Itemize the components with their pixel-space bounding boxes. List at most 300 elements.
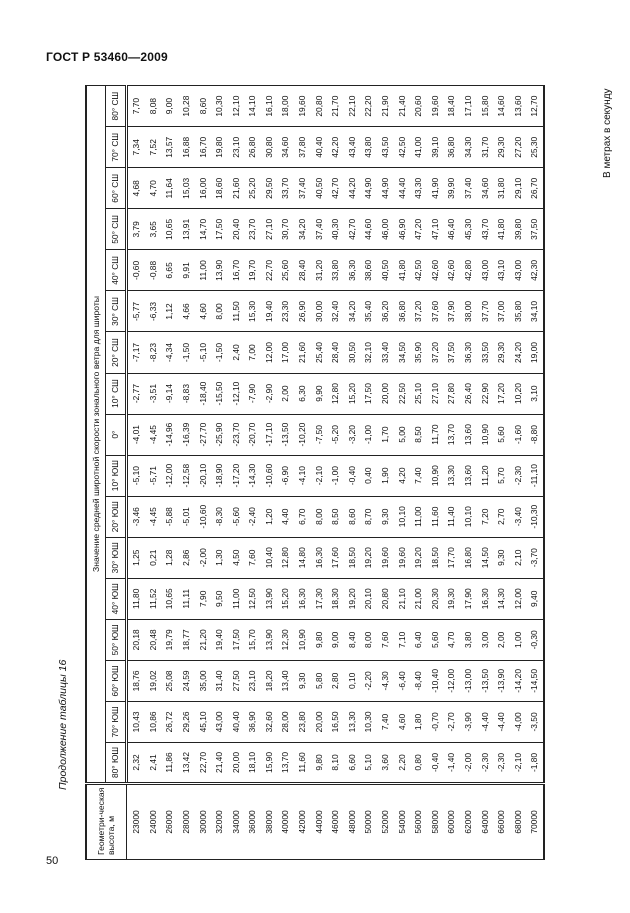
value-cell: 25,40 bbox=[311, 332, 328, 373]
value-cell: 10,86 bbox=[145, 701, 162, 742]
value-cell: 15,90 bbox=[261, 742, 278, 783]
value-cell: 2,32 bbox=[127, 742, 145, 783]
table-row bbox=[294, 86, 311, 860]
value-cell: 22,50 bbox=[394, 373, 411, 414]
value-cell: 37,00 bbox=[493, 291, 510, 332]
height-cell: 42000 bbox=[294, 784, 311, 860]
value-cell: 44,90 bbox=[377, 168, 394, 209]
value-cell: 1,20 bbox=[261, 496, 278, 537]
value-cell: -2,90 bbox=[261, 373, 278, 414]
value-cell: 43,00 bbox=[510, 250, 527, 291]
value-cell: 47,20 bbox=[410, 209, 427, 250]
value-cell: -13,90 bbox=[493, 660, 510, 701]
table-row bbox=[161, 86, 178, 860]
value-cell: 10,30 bbox=[211, 86, 228, 127]
table-row bbox=[244, 86, 261, 860]
value-cell: 5,60 bbox=[427, 619, 444, 660]
value-cell: -1,50 bbox=[211, 332, 228, 373]
value-cell: -0,40 bbox=[427, 742, 444, 783]
value-cell: 10,30 bbox=[360, 701, 377, 742]
value-cell: 21,40 bbox=[394, 86, 411, 127]
value-cell: 12,50 bbox=[244, 578, 261, 619]
value-cell: 14,80 bbox=[294, 537, 311, 578]
value-cell: 13,91 bbox=[178, 209, 195, 250]
value-cell: -2,30 bbox=[510, 455, 527, 496]
value-cell: -10,30 bbox=[526, 496, 544, 537]
value-cell: -1,80 bbox=[526, 742, 544, 783]
table-row bbox=[493, 86, 510, 860]
value-cell: 37,60 bbox=[427, 291, 444, 332]
value-cell: 14,50 bbox=[477, 537, 494, 578]
value-cell: 21,20 bbox=[194, 619, 211, 660]
value-cell: 9,80 bbox=[311, 619, 328, 660]
value-cell: 0,10 bbox=[344, 660, 361, 701]
value-cell: 33,80 bbox=[327, 250, 344, 291]
value-cell: 10,90 bbox=[294, 619, 311, 660]
value-cell: 2,10 bbox=[510, 537, 527, 578]
value-cell: 45,30 bbox=[460, 209, 477, 250]
value-cell: 41,00 bbox=[410, 127, 427, 168]
value-cell: 20,40 bbox=[228, 209, 245, 250]
column-header-row bbox=[106, 86, 127, 860]
height-cell: 50000 bbox=[360, 784, 377, 860]
value-cell: 8,50 bbox=[410, 414, 427, 455]
value-cell: 9,00 bbox=[327, 619, 344, 660]
value-cell: -0,60 bbox=[127, 250, 145, 291]
value-cell: 12,80 bbox=[327, 373, 344, 414]
value-cell: 17,70 bbox=[443, 537, 460, 578]
column-header: 20° СШ bbox=[106, 332, 127, 373]
column-header: 10° СШ bbox=[106, 373, 127, 414]
value-cell: 26,40 bbox=[460, 373, 477, 414]
value-cell: 21,60 bbox=[294, 332, 311, 373]
value-cell: 41,80 bbox=[493, 209, 510, 250]
value-cell: 19,20 bbox=[360, 537, 377, 578]
value-cell: 46,00 bbox=[377, 209, 394, 250]
value-cell: 22,20 bbox=[360, 86, 377, 127]
value-cell: 8,70 bbox=[360, 496, 377, 537]
value-cell: 17,50 bbox=[360, 373, 377, 414]
height-cell: 36000 bbox=[244, 784, 261, 860]
value-cell: 44,90 bbox=[360, 168, 377, 209]
column-header: 80° ЮШ bbox=[106, 742, 127, 783]
value-cell: 8,50 bbox=[327, 496, 344, 537]
value-cell: 2,40 bbox=[228, 332, 245, 373]
value-cell: -23,70 bbox=[228, 414, 245, 455]
value-cell: 19,00 bbox=[526, 332, 544, 373]
value-cell: 1,28 bbox=[161, 537, 178, 578]
value-cell: 27,50 bbox=[228, 660, 245, 701]
value-cell: 37,40 bbox=[294, 168, 311, 209]
value-cell: 38,60 bbox=[360, 250, 377, 291]
height-cell: 62000 bbox=[460, 784, 477, 860]
value-cell: 20,10 bbox=[360, 578, 377, 619]
value-cell: 43,40 bbox=[344, 127, 361, 168]
value-cell: 10,28 bbox=[178, 86, 195, 127]
value-cell: 4,20 bbox=[394, 455, 411, 496]
height-column-header: Геометри-ческая высота, м bbox=[86, 784, 127, 860]
value-cell: -2,10 bbox=[510, 742, 527, 783]
value-cell: 0,80 bbox=[410, 742, 427, 783]
value-cell: 16,80 bbox=[460, 537, 477, 578]
value-cell: 37,90 bbox=[443, 291, 460, 332]
wind-speed-table-wrapper bbox=[85, 85, 545, 860]
value-cell: 7,40 bbox=[410, 455, 427, 496]
value-cell: 31,80 bbox=[493, 168, 510, 209]
value-cell: 16,30 bbox=[294, 578, 311, 619]
value-cell: -12,00 bbox=[443, 660, 460, 701]
value-cell: -2,30 bbox=[493, 742, 510, 783]
column-header: 40° ЮШ bbox=[106, 578, 127, 619]
value-cell: 26,90 bbox=[294, 291, 311, 332]
value-cell: 40,40 bbox=[228, 701, 245, 742]
value-cell: 13,30 bbox=[344, 701, 361, 742]
value-cell: 19,20 bbox=[344, 578, 361, 619]
value-cell: -4,00 bbox=[510, 701, 527, 742]
value-cell: 2,20 bbox=[394, 742, 411, 783]
value-cell: -1,60 bbox=[510, 414, 527, 455]
value-cell: 13,90 bbox=[261, 578, 278, 619]
value-cell: 4,70 bbox=[145, 168, 162, 209]
value-cell: 8,10 bbox=[327, 742, 344, 783]
table-row bbox=[178, 86, 195, 860]
value-cell: 3,10 bbox=[526, 373, 544, 414]
value-cell: 20,30 bbox=[427, 578, 444, 619]
value-cell: 19,30 bbox=[443, 578, 460, 619]
value-cell: 13,57 bbox=[161, 127, 178, 168]
value-cell: 4,70 bbox=[443, 619, 460, 660]
value-cell: 33,50 bbox=[477, 332, 494, 373]
value-cell: 30,50 bbox=[344, 332, 361, 373]
value-cell: 17,00 bbox=[277, 332, 294, 373]
value-cell: -4,40 bbox=[477, 701, 494, 742]
value-cell: 25,10 bbox=[410, 373, 427, 414]
table-row bbox=[311, 86, 328, 860]
value-cell: -2,30 bbox=[477, 742, 494, 783]
page-number: 50 bbox=[46, 855, 59, 867]
value-cell: 29,10 bbox=[510, 168, 527, 209]
value-cell: -4,45 bbox=[145, 496, 162, 537]
value-cell: 10,65 bbox=[161, 209, 178, 250]
table-row bbox=[145, 86, 162, 860]
value-cell: -3,40 bbox=[510, 496, 527, 537]
value-cell: -5,01 bbox=[178, 496, 195, 537]
value-cell: 36,80 bbox=[394, 291, 411, 332]
value-cell: 37,50 bbox=[526, 209, 544, 250]
value-cell: -1,00 bbox=[360, 414, 377, 455]
value-cell: 35,40 bbox=[360, 291, 377, 332]
value-cell: -16,39 bbox=[178, 414, 195, 455]
value-cell: 36,80 bbox=[443, 127, 460, 168]
height-cell: 44000 bbox=[311, 784, 328, 860]
value-cell: 42,30 bbox=[526, 250, 544, 291]
value-cell: 38,00 bbox=[460, 291, 477, 332]
value-cell: -3,50 bbox=[526, 701, 544, 742]
column-header: 30° СШ bbox=[106, 291, 127, 332]
table-row bbox=[261, 86, 278, 860]
value-cell: 2,00 bbox=[277, 373, 294, 414]
latitude-group-header: Значение средней широтной скорости зонального ветра для широты bbox=[86, 86, 106, 784]
value-cell: 14,60 bbox=[493, 86, 510, 127]
value-cell: 34,10 bbox=[526, 291, 544, 332]
value-cell: -6,40 bbox=[394, 660, 411, 701]
value-cell: -3,20 bbox=[344, 414, 361, 455]
value-cell: 23,10 bbox=[244, 660, 261, 701]
value-cell: 31,20 bbox=[311, 250, 328, 291]
value-cell: 9,30 bbox=[294, 660, 311, 701]
value-cell: -5,88 bbox=[161, 496, 178, 537]
column-header: 0° bbox=[106, 414, 127, 455]
value-cell: 7,60 bbox=[377, 619, 394, 660]
value-cell: 0,21 bbox=[145, 537, 162, 578]
table-row bbox=[443, 86, 460, 860]
value-cell: 41,80 bbox=[394, 250, 411, 291]
value-cell: 25,08 bbox=[161, 660, 178, 701]
column-header: 50° СШ bbox=[106, 209, 127, 250]
table-body bbox=[127, 86, 545, 860]
value-cell: 11,60 bbox=[427, 496, 444, 537]
value-cell: -10,60 bbox=[194, 496, 211, 537]
value-cell: 4,50 bbox=[228, 537, 245, 578]
value-cell: -4,01 bbox=[127, 414, 145, 455]
value-cell: -6,90 bbox=[277, 455, 294, 496]
value-cell: -4,40 bbox=[493, 701, 510, 742]
value-cell: 18,40 bbox=[443, 86, 460, 127]
value-cell: 23,70 bbox=[244, 209, 261, 250]
height-cell: 60000 bbox=[443, 784, 460, 860]
value-cell: 11,86 bbox=[161, 742, 178, 783]
height-cell: 54000 bbox=[394, 784, 411, 860]
value-cell: 4,66 bbox=[178, 291, 195, 332]
value-cell: 10,90 bbox=[427, 455, 444, 496]
value-cell: 9,30 bbox=[377, 496, 394, 537]
value-cell: 43,30 bbox=[410, 168, 427, 209]
value-cell: 7,40 bbox=[377, 701, 394, 742]
value-cell: 43,50 bbox=[377, 127, 394, 168]
value-cell: 14,10 bbox=[244, 86, 261, 127]
value-cell: -7,50 bbox=[311, 414, 328, 455]
value-cell: 18,10 bbox=[244, 742, 261, 783]
value-cell: -13,00 bbox=[460, 660, 477, 701]
column-header: 60° СШ bbox=[106, 168, 127, 209]
value-cell: 16,70 bbox=[228, 250, 245, 291]
value-cell: 34,20 bbox=[294, 209, 311, 250]
value-cell: -1,40 bbox=[443, 742, 460, 783]
value-cell: -12,00 bbox=[161, 455, 178, 496]
height-cell: 48000 bbox=[344, 784, 361, 860]
value-cell: -2,00 bbox=[460, 742, 477, 783]
value-cell: 29,30 bbox=[493, 127, 510, 168]
value-cell: -7,90 bbox=[244, 373, 261, 414]
value-cell: 15,80 bbox=[477, 86, 494, 127]
value-cell: 40,50 bbox=[311, 168, 328, 209]
value-cell: 22,70 bbox=[194, 742, 211, 783]
table-row bbox=[460, 86, 477, 860]
value-cell: 6,60 bbox=[344, 742, 361, 783]
value-cell: 19,79 bbox=[161, 619, 178, 660]
value-cell: 30,80 bbox=[261, 127, 278, 168]
value-cell: 25,20 bbox=[244, 168, 261, 209]
value-cell: -8,83 bbox=[178, 373, 195, 414]
value-cell: 44,60 bbox=[360, 209, 377, 250]
value-cell: 5,80 bbox=[311, 660, 328, 701]
value-cell: 36,30 bbox=[344, 250, 361, 291]
value-cell: 22,90 bbox=[477, 373, 494, 414]
value-cell: 35,90 bbox=[410, 332, 427, 373]
value-cell: 18,50 bbox=[344, 537, 361, 578]
value-cell: 13,90 bbox=[261, 619, 278, 660]
value-cell: 2,00 bbox=[493, 619, 510, 660]
value-cell: 8,00 bbox=[211, 291, 228, 332]
value-cell: 18,00 bbox=[277, 86, 294, 127]
value-cell: 30,00 bbox=[311, 291, 328, 332]
value-cell: 3,00 bbox=[477, 619, 494, 660]
value-cell: -27,70 bbox=[194, 414, 211, 455]
table-row bbox=[526, 86, 544, 860]
table-row bbox=[427, 86, 444, 860]
value-cell: 31,70 bbox=[477, 127, 494, 168]
value-cell: 17,50 bbox=[228, 619, 245, 660]
value-cell: 5,00 bbox=[394, 414, 411, 455]
height-cell: 40000 bbox=[277, 784, 294, 860]
value-cell: 17,60 bbox=[327, 537, 344, 578]
table-row bbox=[410, 86, 427, 860]
column-header: 60° ЮШ bbox=[106, 660, 127, 701]
value-cell: 32,40 bbox=[327, 291, 344, 332]
value-cell: 3,80 bbox=[460, 619, 477, 660]
value-cell: 1,25 bbox=[127, 537, 145, 578]
value-cell: 20,18 bbox=[127, 619, 145, 660]
value-cell: 36,90 bbox=[244, 701, 261, 742]
value-cell: -4,34 bbox=[161, 332, 178, 373]
value-cell: 17,30 bbox=[311, 578, 328, 619]
units-caption: В метрах в секунду bbox=[602, 88, 613, 178]
value-cell: 19,40 bbox=[211, 619, 228, 660]
value-cell: 8,00 bbox=[360, 619, 377, 660]
value-cell: 4,60 bbox=[394, 701, 411, 742]
value-cell: 11,80 bbox=[127, 578, 145, 619]
value-cell: 18,50 bbox=[427, 537, 444, 578]
column-header: 30° ЮШ bbox=[106, 537, 127, 578]
value-cell: -7,17 bbox=[127, 332, 145, 373]
value-cell: 21,90 bbox=[377, 86, 394, 127]
value-cell: 26,80 bbox=[244, 127, 261, 168]
value-cell: 15,03 bbox=[178, 168, 195, 209]
table-row bbox=[360, 86, 377, 860]
table-continuation-caption: Продолжение таблицы 16 bbox=[57, 659, 69, 790]
value-cell: 9,30 bbox=[493, 537, 510, 578]
value-cell: 7,20 bbox=[477, 496, 494, 537]
value-cell: -2,00 bbox=[194, 537, 211, 578]
value-cell: 28,00 bbox=[277, 701, 294, 742]
value-cell: 31,40 bbox=[211, 660, 228, 701]
table-row bbox=[327, 86, 344, 860]
value-cell: 27,10 bbox=[261, 209, 278, 250]
value-cell: 29,26 bbox=[178, 701, 195, 742]
value-cell: -20,10 bbox=[194, 455, 211, 496]
value-cell: 5,70 bbox=[493, 455, 510, 496]
value-cell: -14,30 bbox=[244, 455, 261, 496]
value-cell: 16,30 bbox=[311, 537, 328, 578]
standard-header: ГОСТ Р 53460—2009 bbox=[46, 50, 168, 64]
height-cell: 70000 bbox=[526, 784, 544, 860]
value-cell: 19,40 bbox=[261, 291, 278, 332]
value-cell: 23,30 bbox=[277, 291, 294, 332]
height-cell: 38000 bbox=[261, 784, 278, 860]
column-header: 10° ЮШ bbox=[106, 455, 127, 496]
height-cell: 26000 bbox=[161, 784, 178, 860]
value-cell: -2,10 bbox=[311, 455, 328, 496]
value-cell: 8,60 bbox=[344, 496, 361, 537]
value-cell: 2,41 bbox=[145, 742, 162, 783]
value-cell: 1,70 bbox=[377, 414, 394, 455]
value-cell: 8,00 bbox=[311, 496, 328, 537]
value-cell: 16,88 bbox=[178, 127, 195, 168]
value-cell: 7,90 bbox=[194, 578, 211, 619]
column-header: 20° ЮШ bbox=[106, 496, 127, 537]
value-cell: 44,20 bbox=[344, 168, 361, 209]
value-cell: 20,60 bbox=[410, 86, 427, 127]
value-cell: 1,30 bbox=[211, 537, 228, 578]
value-cell: 37,40 bbox=[460, 168, 477, 209]
table-row bbox=[228, 86, 245, 860]
value-cell: 15,30 bbox=[244, 291, 261, 332]
value-cell: 13,70 bbox=[277, 742, 294, 783]
value-cell: 45,10 bbox=[194, 701, 211, 742]
value-cell: 20,00 bbox=[228, 742, 245, 783]
value-cell: 2,86 bbox=[178, 537, 195, 578]
value-cell: -8,40 bbox=[410, 660, 427, 701]
value-cell: 18,76 bbox=[127, 660, 145, 701]
value-cell: -10,40 bbox=[427, 660, 444, 701]
value-cell: 11,64 bbox=[161, 168, 178, 209]
value-cell: 8,08 bbox=[145, 86, 162, 127]
value-cell: 43,00 bbox=[477, 250, 494, 291]
value-cell: 42,50 bbox=[394, 127, 411, 168]
value-cell: 9,50 bbox=[211, 578, 228, 619]
value-cell: 19,60 bbox=[294, 86, 311, 127]
value-cell: 20,00 bbox=[311, 701, 328, 742]
value-cell: 37,70 bbox=[477, 291, 494, 332]
value-cell: 12,70 bbox=[526, 86, 544, 127]
value-cell: 22,70 bbox=[261, 250, 278, 291]
column-header: 70° СШ bbox=[106, 127, 127, 168]
height-cell: 58000 bbox=[427, 784, 444, 860]
value-cell: 42,60 bbox=[427, 250, 444, 291]
value-cell: 19,60 bbox=[377, 537, 394, 578]
value-cell: 21,70 bbox=[327, 86, 344, 127]
value-cell: -2,70 bbox=[443, 701, 460, 742]
height-cell: 32000 bbox=[211, 784, 228, 860]
height-cell: 56000 bbox=[410, 784, 427, 860]
value-cell: 13,42 bbox=[178, 742, 195, 783]
value-cell: 28,40 bbox=[327, 332, 344, 373]
value-cell: 16,50 bbox=[327, 701, 344, 742]
value-cell: 12,10 bbox=[228, 86, 245, 127]
value-cell: 34,50 bbox=[394, 332, 411, 373]
value-cell: -5,20 bbox=[327, 414, 344, 455]
value-cell: -3,70 bbox=[526, 537, 544, 578]
value-cell: -17,20 bbox=[228, 455, 245, 496]
value-cell: 21,60 bbox=[228, 168, 245, 209]
value-cell: 11,00 bbox=[194, 250, 211, 291]
value-cell: 15,20 bbox=[344, 373, 361, 414]
value-cell: 4,40 bbox=[277, 496, 294, 537]
value-cell: 2,80 bbox=[327, 660, 344, 701]
value-cell: -8,23 bbox=[145, 332, 162, 373]
value-cell: -5,60 bbox=[228, 496, 245, 537]
value-cell: 46,90 bbox=[394, 209, 411, 250]
